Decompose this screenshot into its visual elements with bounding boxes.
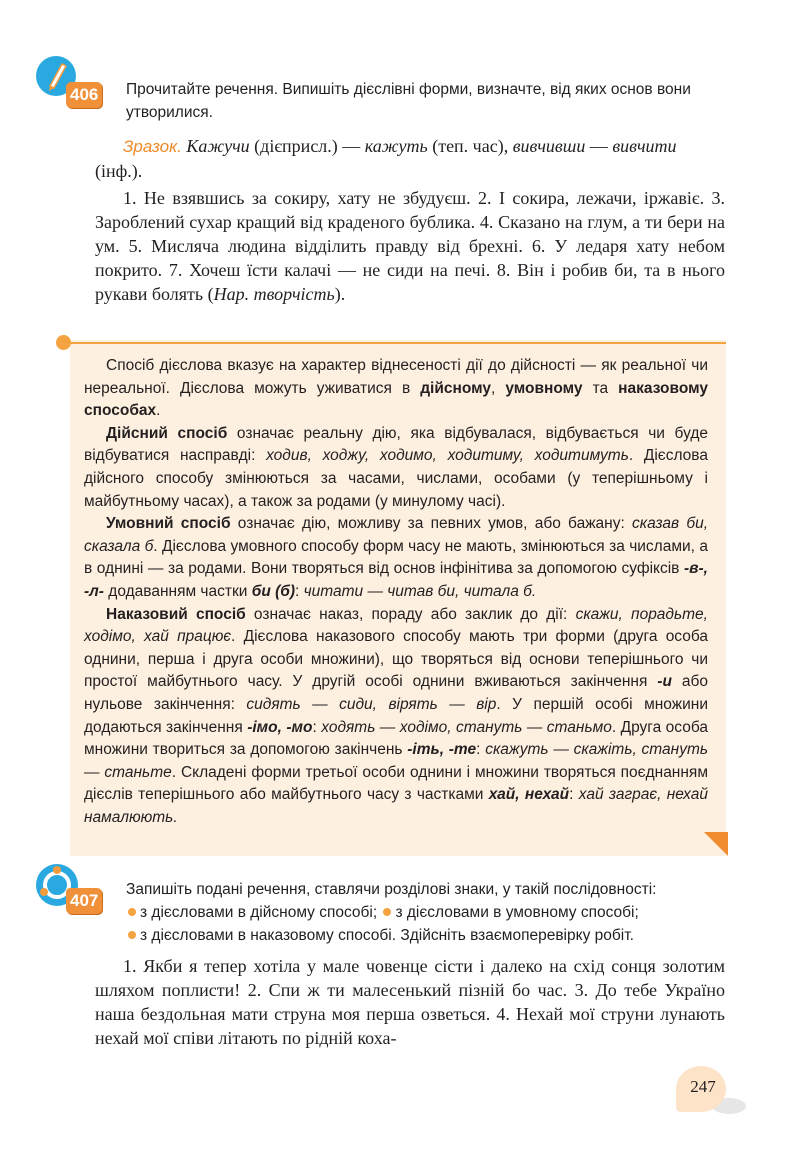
rule-paragraph-3	[84, 513, 708, 603]
page-number	[676, 1066, 734, 1114]
rule-paragraph-2	[84, 423, 708, 513]
exercise-407-badge	[36, 858, 116, 920]
rule-text-span: означає наказ, пораду або заклик до дії:	[245, 605, 576, 623]
rule-text-span: :	[476, 741, 486, 759]
rule-ending: -імо, -мо	[247, 718, 313, 736]
rule-text-span: або нульове закінчення:	[84, 673, 708, 713]
rule-text-span: . Дієслова наказового способу мають три форми (друга особа однини, перша і друга особи множини), що творяться від основи теперішнього чи простої майбутнього часу. У другій особі однини вживаються закінчення	[84, 628, 708, 691]
rule-text	[84, 355, 708, 829]
task-text: Запишіть подані речення, ставлячи розділові знаки, у такій послідовності:	[126, 881, 657, 898]
rule-paragraph-1	[84, 355, 708, 423]
page-number-text: 247	[690, 1077, 716, 1096]
rule-text-span: означає дію, можливу за певних умов, або бажану:	[230, 515, 633, 533]
bullet-icon	[128, 931, 136, 939]
rule-suffix: -в-, -л-	[84, 560, 708, 600]
exercise-407-sentences	[95, 954, 725, 1050]
bullet-icon	[383, 908, 391, 916]
exercise-407-task	[126, 878, 726, 947]
rule-text-span: . Дієслова умовного способу форм часу не мають, змінюються за числами, а в однині — за родами. Вони творяться від основ інфінітива за допомогою суфіксів	[84, 537, 708, 578]
rule-term: Умовний спосіб	[106, 515, 231, 533]
rule-particle: би (б)	[251, 582, 296, 600]
sample-text: (теп. час),	[427, 136, 513, 156]
rule-text-span: . Друга особа множини твориться за допомогою закінчень	[84, 718, 708, 759]
sample-text: —	[585, 136, 613, 156]
rule-particle: хай, нехай	[488, 786, 570, 804]
rule-example: скажуть — скажіть, стануть — станьте	[84, 741, 709, 781]
rule-text-span: Спосіб дієслова вказує на характер віднесеності дії до дійсності — як реальної чи нереальної. Дієслова можуть уживатися в	[84, 357, 708, 397]
rule-dot-icon	[56, 335, 71, 350]
rule-example: сказав би, сказала б	[84, 515, 708, 555]
sample-word: вивчивши	[512, 136, 586, 156]
rule-term: Дійсний спосіб	[106, 424, 228, 442]
exercise-406-number: 406	[66, 82, 102, 108]
rule-example: скажи, порадьте, ходімо, хай працює	[84, 605, 708, 646]
exercise-406-badge	[36, 52, 116, 114]
sample-label: Зразок.	[123, 137, 182, 156]
sample-text: (інф.).	[95, 161, 143, 181]
rule-text-span: :	[569, 786, 579, 804]
exercise-407-number: 407	[66, 888, 102, 914]
exercise-406-sample	[95, 134, 725, 183]
bullet-icon	[128, 908, 136, 916]
rule-text-span: додаванням частки	[103, 582, 252, 600]
task-item-1: з дієсловами в дійсному способі;	[140, 904, 378, 921]
sentences-end: ).	[334, 284, 346, 304]
sentences-text: 1. Якби я тепер хотіла у мале човенце сісти і далеко на схід сонця золотим шляхом поплисти! 2. Спи ж ти малесенький пізній бо час. 3. До тебе Україно наша бездольная мати струна моя перша озветься. 4. Нехай мої струни лунають нехай мої співи літають по рідній коха-	[95, 956, 725, 1048]
rule-term: умовному	[505, 379, 583, 397]
exercise-406-sentences	[95, 186, 725, 306]
rule-example: хай заграє, нехай намалюють.	[84, 786, 708, 826]
rule-term: дійсному	[420, 379, 492, 397]
sentences-source: Нар. творчість	[213, 284, 335, 304]
rule-ending: -и	[657, 673, 672, 691]
rule-text-span: .	[156, 402, 161, 420]
rule-text-span: :	[295, 582, 304, 600]
task-item-2: з дієсловами в умовному способі;	[395, 904, 639, 921]
rule-text-span: :	[312, 718, 322, 736]
rule-term: наказовому способах	[84, 379, 708, 420]
rule-ending: -іть, -те	[407, 741, 477, 759]
sample-word: вивчити	[612, 136, 677, 156]
sample-word: кажуть	[364, 136, 428, 156]
rule-example: ходять — ходімо, стануть — станьмо	[321, 718, 612, 736]
rule-text-span: . У першій особі множини додаються закінчення	[84, 695, 708, 736]
rule-text-span: означає реальну дію, яка відбувалася, відбувається чи буде відбуватися насправді:	[84, 424, 708, 465]
sentences-text: 1. Не взявшись за сокиру, хату не збудуєш. 2. І сокира, лежачи, іржавіє. 3. Зароблений сухар кращий від краденого бублика. 4. Сказано на глум, а ти бери на ум. 5. Мисляча людина відділить правду від брехні. 6. У ледаря хату небом покрито. 7. Хочеш їсти калачі — не сиди на печі. 8. Він і робив би, та в нього рукави болять (	[95, 188, 725, 304]
task-item-3: з дієсловами в наказовому способі. Здійсніть взаємоперевірку робіт.	[140, 927, 634, 944]
rule-text-span: ,	[491, 379, 506, 397]
sample-text: (дієприсл.) —	[249, 136, 365, 156]
rule-divider	[62, 342, 726, 344]
rule-text-span: . Складені форми третьої особи однини і множини творяться поєднанням дієслів теперішнього або майбутнього часу з частками	[84, 763, 708, 804]
rule-example: ходив, ходжу, ходимо, ходитиму, ходитимуть	[266, 447, 629, 465]
exercise-406-task: Прочитайте речення. Випишіть дієслівні форми, визначте, від яких основ вони утворилися.	[126, 81, 691, 121]
rule-example: читати — читав би, читала б.	[303, 582, 537, 600]
rule-paragraph-4	[84, 604, 708, 830]
sample-word: Кажучи	[186, 136, 250, 156]
rule-example: сидять — сиди, вірять — вір	[246, 695, 497, 713]
rule-corner-icon	[704, 832, 728, 856]
rule-text-span: . Дієслова дійсного способу змінюються за часами, числами, особами (у теперішньому і майбутньому часах), а також за родами (у минулому часі).	[84, 447, 708, 510]
rule-term: Наказовий спосіб	[106, 605, 246, 623]
rule-text-span: та	[582, 379, 619, 397]
